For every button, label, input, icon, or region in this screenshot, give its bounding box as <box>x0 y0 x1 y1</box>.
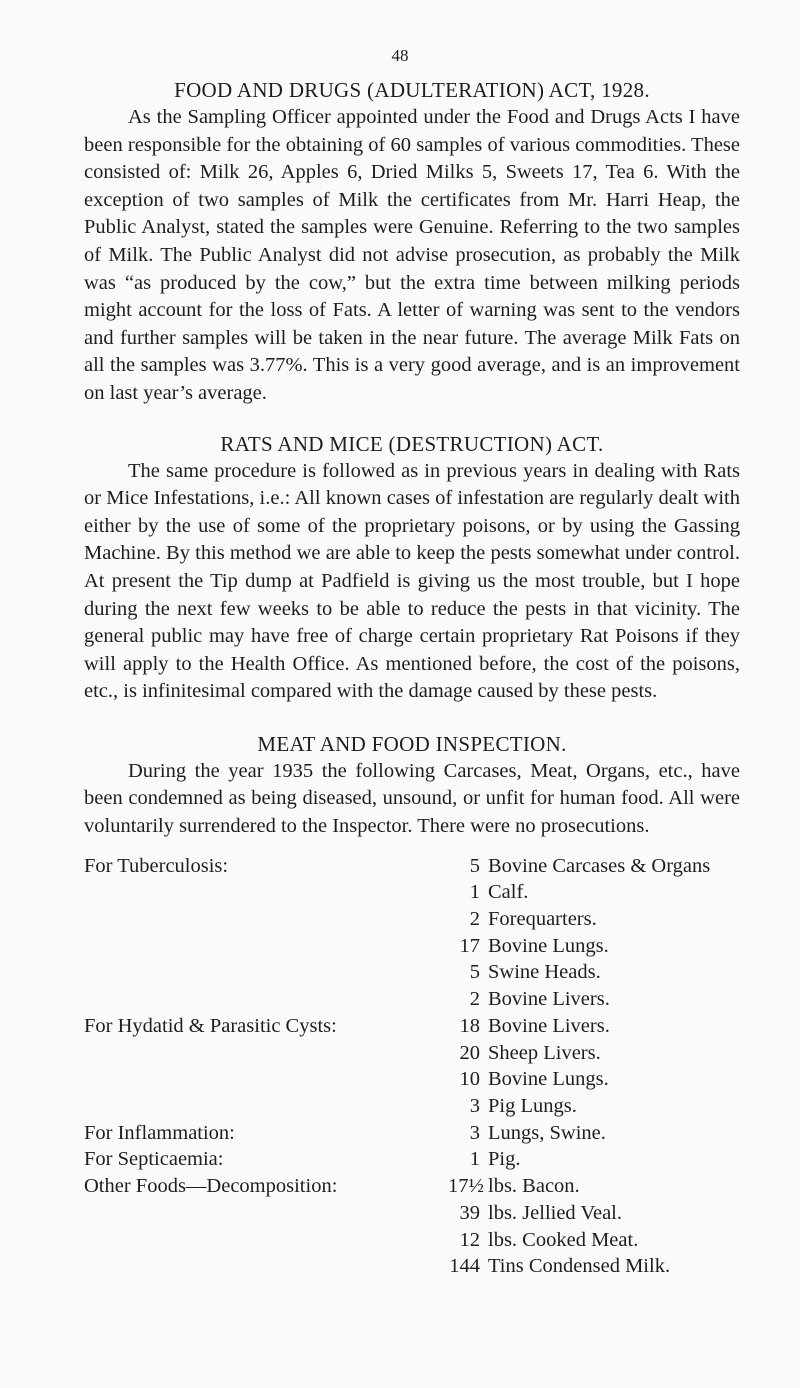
condemned-item <box>448 853 710 880</box>
item-quantity: 144 <box>449 1255 480 1278</box>
inspection-list <box>84 853 740 1280</box>
item-description: Sheep Livers. <box>488 1041 601 1064</box>
category-items <box>448 1013 610 1120</box>
category-items <box>448 1173 670 1280</box>
rats-mice-paragraph: The same procedure is followed as in previous years in dealing with Rats or Mice Infestations, i.e.: All known cases of infestation are regularly dealt with either by the use of some of the proprietary poisons, or by using the Gassing Machine. By this method we are able to keep the pests somewhat under control. At present the Tip dump at Padfield is giving us the most trouble, but I hope during the next few weeks to be able to reduce the pests in that vicinity. The general public may have free of charge certain proprietary Rat Poisons if they will apply to the Health Office. As mentioned before, the cost of the poisons, etc., is infinitesimal compared with the damage caused by these pests. <box>84 459 740 703</box>
condemned-item <box>448 1120 606 1147</box>
page-content <box>84 76 740 1280</box>
item-quantity: 2 <box>469 908 480 931</box>
inspection-category <box>84 1120 740 1147</box>
item-quantity: 3 <box>469 1121 480 1144</box>
item-description: Bovine Livers. <box>488 1014 610 1037</box>
item-quantity: 3 <box>469 1094 480 1117</box>
item-description: Bovine Lungs. <box>488 934 609 957</box>
condemned-item <box>448 906 710 933</box>
item-quantity: 18 <box>459 1014 480 1037</box>
category-items <box>448 1146 520 1173</box>
item-description: Bovine Lungs. <box>488 1068 609 1091</box>
item-quantity: 1 <box>469 881 480 904</box>
item-quantity: 17½ <box>448 1175 484 1198</box>
category-items <box>448 853 710 1013</box>
item-description: Pig. <box>488 1148 521 1171</box>
condemned-item <box>448 959 710 986</box>
item-description: lbs. Bacon. <box>488 1175 580 1198</box>
item-quantity: 5 <box>469 961 480 984</box>
page-number: 48 <box>391 46 409 65</box>
item-description: lbs. Cooked Meat. <box>488 1228 639 1251</box>
item-quantity: 5 <box>469 854 480 877</box>
item-description: Forequarters. <box>488 908 597 931</box>
inspection-category <box>84 1173 740 1280</box>
inspection-category <box>84 1013 740 1120</box>
condemned-item <box>448 1066 610 1093</box>
condemned-item <box>448 1227 670 1254</box>
item-description: lbs. Jellied Veal. <box>488 1201 622 1224</box>
category-label: For Hydatid & Parasitic Cysts: <box>84 1014 337 1037</box>
condemned-item <box>448 879 710 906</box>
condemned-item <box>448 1146 520 1173</box>
condemned-item <box>448 1040 610 1067</box>
meat-food-heading: MEAT AND FOOD INSPECTION. <box>257 731 567 756</box>
item-description: Tins Condensed Milk. <box>488 1255 671 1278</box>
condemned-item <box>448 1253 670 1280</box>
item-quantity: 12 <box>459 1228 480 1251</box>
category-label: For Inflammation: <box>84 1121 235 1144</box>
item-description: Pig Lungs. <box>488 1094 577 1117</box>
condemned-item <box>448 1093 610 1120</box>
food-drugs-section <box>84 76 740 408</box>
food-drugs-heading: FOOD AND DRUGS (ADULTERATION) ACT, 1928. <box>174 78 650 102</box>
item-quantity: 39 <box>459 1201 480 1224</box>
rats-mice-section <box>84 430 740 706</box>
meat-food-paragraph: During the year 1935 the following Carcases, Meat, Organs, etc., have been condemned as being diseased, unsound, or unfit for human food. All were voluntarily surrendered to the Inspector. There were no prosecutions. <box>84 759 740 838</box>
inspection-category <box>84 853 740 1013</box>
category-items <box>448 1120 606 1147</box>
category-label: For Tuberculosis: <box>84 854 229 877</box>
condemned-item <box>448 1200 670 1227</box>
item-description: Calf. <box>488 881 529 904</box>
item-description: Swine Heads. <box>488 961 601 984</box>
condemned-item <box>448 986 710 1013</box>
category-label: Other Foods—Decomposition: <box>84 1175 338 1198</box>
category-label: For Septicaemia: <box>84 1148 224 1171</box>
item-description: Bovine Livers. <box>488 988 610 1011</box>
rats-mice-heading: RATS AND MICE (DESTRUCTION) ACT. <box>220 431 604 456</box>
inspection-category <box>84 1146 740 1173</box>
item-quantity: 20 <box>459 1041 480 1064</box>
food-drugs-paragraph: As the Sampling Officer appointed under the Food and Drugs Acts I have been responsible for the obtaining of 60 samples of various commodities. These consisted of: Milk 26, Apples 6, Dried Milks 5, Sweets 17, Tea 6. With the exception of two samples of Milk the certificates from Mr. Harri Heap, the Public Analyst, stated the samples were Genuine. Referring to the two samples of Milk. The Public Analyst did not advise prosecution, as probably the Milk was “as produced by the cow,” but the extra time between milking periods might account for the loss of Fats. A letter of warning was sent to the vendors and further samples will be taken in the near future. The average Milk Fats on all the samples was 3.77%. This is a very good average, and is an improvement on last year’s average. <box>84 106 740 404</box>
meat-food-section <box>84 730 740 1280</box>
item-quantity: 17 <box>459 934 480 957</box>
item-description: Bovine Carcases & Organs <box>488 854 711 877</box>
item-quantity: 1 <box>469 1148 480 1171</box>
condemned-item <box>448 933 710 960</box>
item-quantity: 10 <box>459 1068 480 1091</box>
item-description: Lungs, Swine. <box>488 1121 606 1144</box>
condemned-item <box>448 1173 670 1200</box>
item-quantity: 2 <box>469 988 480 1011</box>
condemned-item <box>448 1013 610 1040</box>
